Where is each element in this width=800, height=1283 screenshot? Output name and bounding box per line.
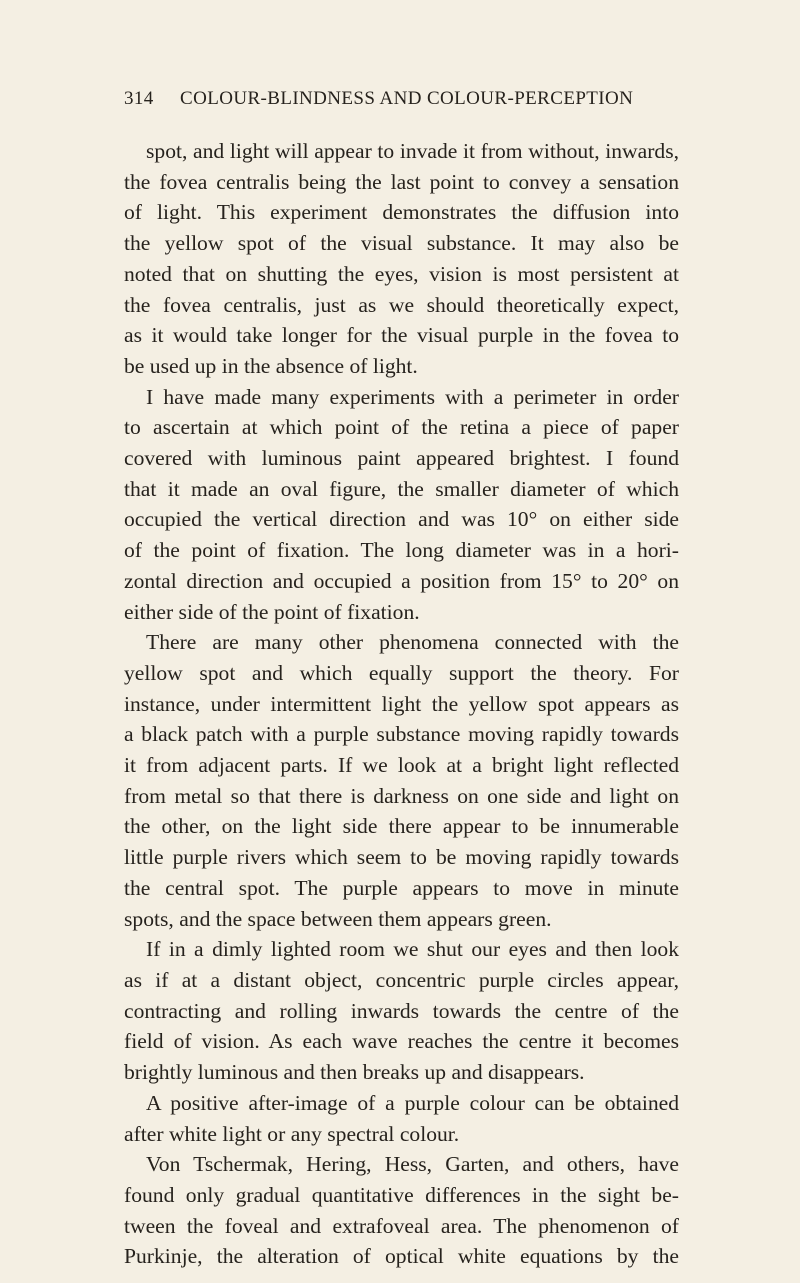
paragraph bbox=[124, 1088, 679, 1149]
text-line: after white light or any spectral colour. bbox=[124, 1121, 460, 1146]
text-line: spots, and the space between them appears green. bbox=[124, 906, 552, 931]
running-head-title: COLOUR-BLINDNESS AND COLOUR-PERCEPTION bbox=[180, 88, 634, 109]
text-line: yellow spot and which equally support the theory. For bbox=[124, 660, 679, 685]
running-head bbox=[124, 88, 684, 110]
text-line: the yellow spot of the visual substance. It may also be bbox=[124, 231, 679, 256]
text-line: instance, under intermittent light the yellow spot appears as bbox=[124, 691, 679, 716]
text-line: noted that on shutting the eyes, vision is most persistent at bbox=[124, 261, 679, 286]
text-line: the fovea centralis, just as we should theoretically expect, bbox=[124, 292, 679, 317]
text-line: brightly luminous and then breaks up and disappears. bbox=[124, 1060, 585, 1085]
text-line: A positive after-image of a purple colour can be obtained bbox=[146, 1090, 679, 1115]
text-line: of light. This experiment demonstrates the diffusion into bbox=[124, 200, 679, 225]
paragraph bbox=[124, 934, 679, 1088]
text-line: as it would take longer for the visual purple in the fovea to bbox=[124, 323, 679, 348]
text-line: I have made many experiments with a perimeter in order bbox=[146, 384, 679, 409]
text-line: Von Tschermak, Hering, Hess, Garten, and others, have bbox=[146, 1152, 679, 1177]
text-line: found only gradual quantitative differences in the sight be- bbox=[124, 1182, 679, 1207]
text-line: either side of the point of fixation. bbox=[124, 599, 420, 624]
text-line: from metal so that there is darkness on one side and light on bbox=[124, 783, 679, 808]
text-line: it from adjacent parts. If we look at a bright light reflected bbox=[124, 753, 679, 778]
text-line: Purkinje, the alteration of optical white equations by the bbox=[124, 1244, 679, 1269]
text-line: spot, and light will appear to invade it from without, inwards, bbox=[146, 139, 679, 163]
paragraph bbox=[124, 627, 679, 934]
text-line: contracting and rolling inwards towards the centre of the bbox=[124, 998, 679, 1023]
paragraph bbox=[124, 136, 679, 382]
text-line: occupied the vertical direction and was 10° on either side bbox=[124, 507, 679, 532]
text-line: field of vision. As each wave reaches the centre it becomes bbox=[124, 1029, 679, 1054]
text-line: the other, on the light side there appear to be innumerable bbox=[124, 814, 679, 839]
text-line: zontal direction and occupied a position from 15° to 20° on bbox=[124, 568, 679, 593]
text-line: the fovea centralis being the last point to convey a sensation bbox=[124, 169, 679, 194]
text-line: covered with luminous paint appeared brightest. I found bbox=[124, 446, 679, 471]
text-line: There are many other phenomena connected with the bbox=[146, 630, 679, 655]
body-text bbox=[124, 136, 679, 1272]
text-line: tween the foveal and extrafoveal area. The phenomenon of bbox=[124, 1213, 679, 1238]
text-line: little purple rivers which seem to be moving rapidly towards bbox=[124, 845, 679, 870]
text-line: to ascertain at which point of the retina a piece of paper bbox=[124, 415, 679, 440]
paragraph bbox=[124, 382, 679, 628]
text-line: of the point of fixation. The long diameter was in a hori- bbox=[124, 538, 679, 563]
page-number: 314 bbox=[124, 88, 154, 109]
paragraph bbox=[124, 1149, 679, 1272]
text-line: that it made an oval figure, the smaller diameter of which bbox=[124, 476, 679, 501]
text-line: the central spot. The purple appears to move in minute bbox=[124, 875, 679, 900]
text-line: a black patch with a purple substance moving rapidly towards bbox=[124, 722, 679, 747]
text-line: be used up in the absence of light. bbox=[124, 353, 418, 378]
text-line: as if at a distant object, concentric purple circles appear, bbox=[124, 967, 679, 992]
text-line: If in a dimly lighted room we shut our eyes and then look bbox=[146, 937, 679, 962]
